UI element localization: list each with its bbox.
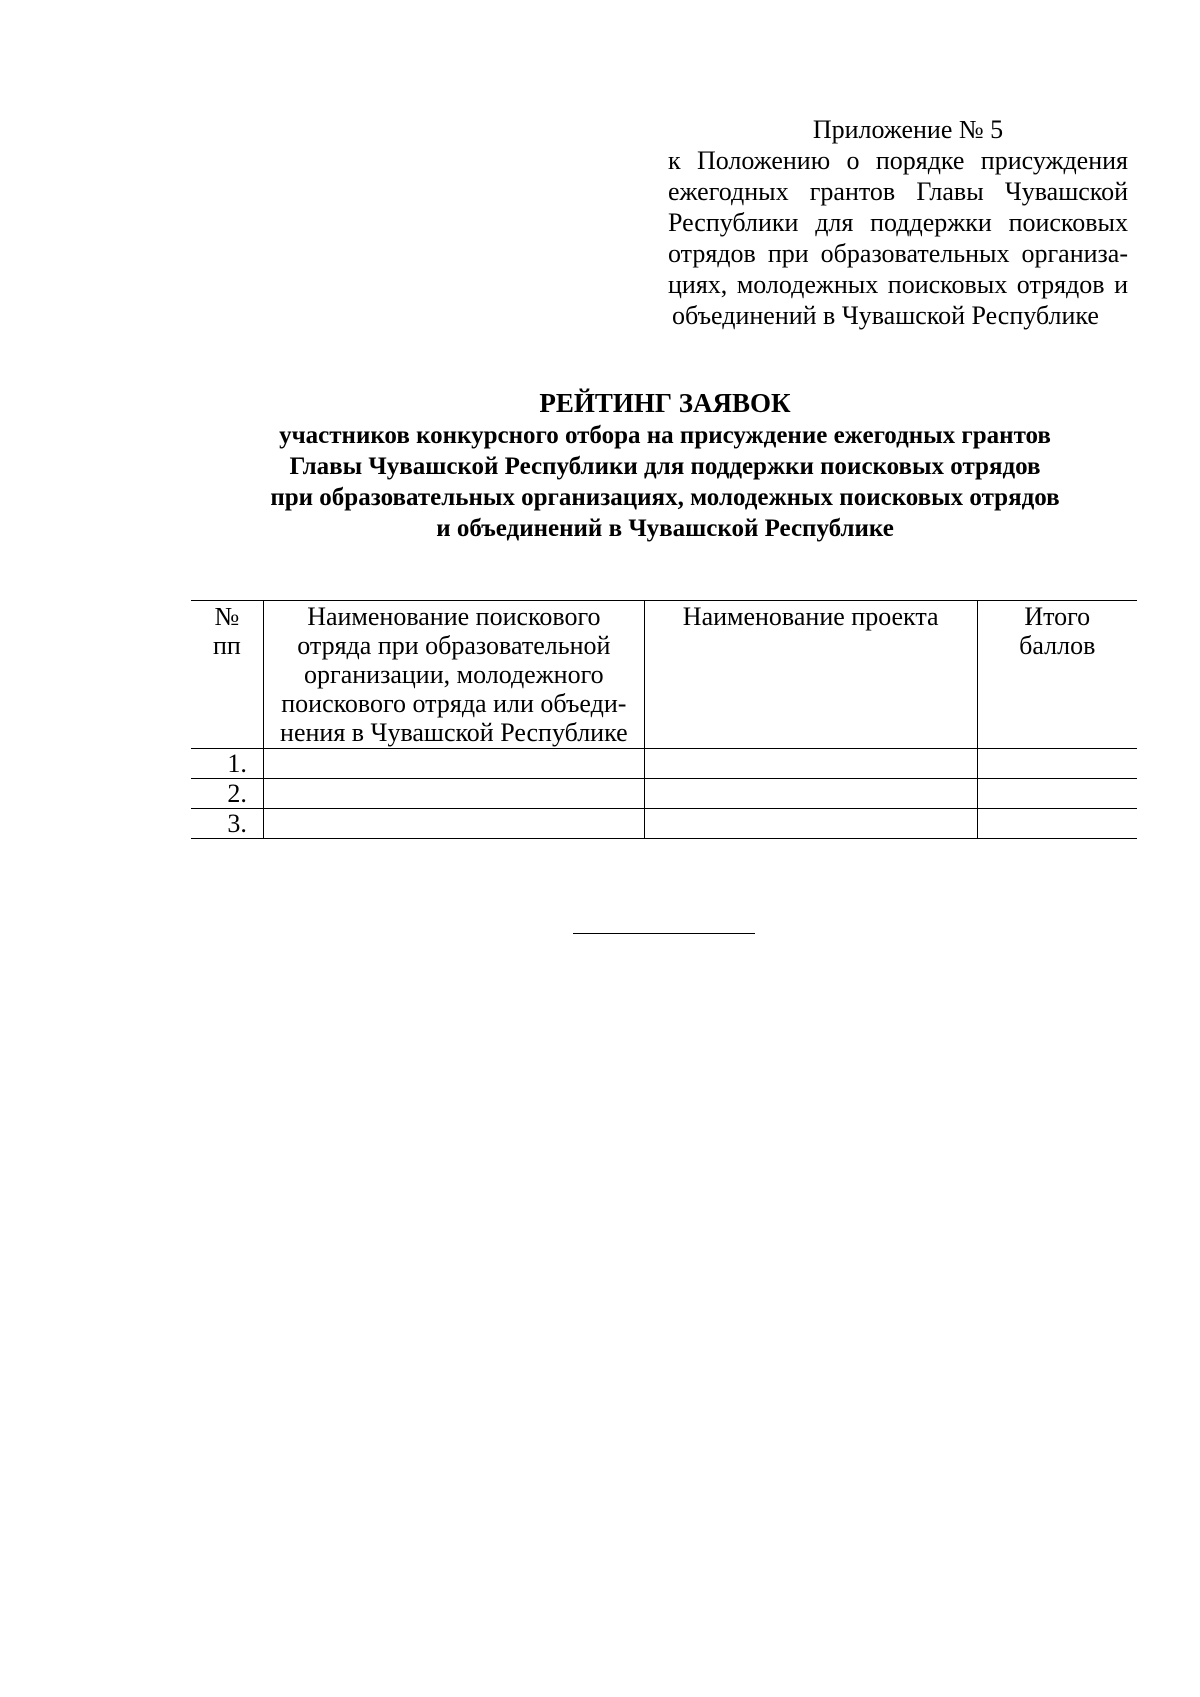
header-line: пп (213, 631, 241, 660)
row-number: 3. (191, 809, 263, 839)
heading-line: участников конкурсного отбора на присуждение ежегодных грантов (279, 422, 1051, 449)
appendix-line: ежегодных грантов Главы Чувашской (668, 177, 1128, 206)
table-header (191, 601, 1137, 749)
header-line: отряда при образовательной (297, 631, 611, 660)
row-number: 1. (191, 749, 263, 779)
header-number (191, 601, 263, 749)
row-project-cell (644, 779, 977, 809)
header-line: Наименование проекта (682, 602, 939, 631)
row-unit-cell (263, 749, 644, 779)
row-project-cell (644, 809, 977, 839)
document-title: РЕЙТИНГ ЗАЯВОК (539, 388, 791, 418)
appendix-line: объединений в Чувашской Республике (672, 301, 1099, 330)
appendix-line: циях, молодежных поисковых отрядов и (668, 270, 1128, 299)
header-line: Итого (1024, 602, 1091, 631)
row-total-cell (977, 779, 1137, 809)
heading-line: и объединений в Чувашской Республике (436, 515, 894, 542)
header-unit-name (263, 601, 644, 749)
header-line: Наименование поискового (307, 602, 601, 631)
table-row (191, 809, 1137, 839)
heading-line: Главы Чувашской Республики для поддержки поисковых отрядов (289, 453, 1041, 480)
appendix-block (668, 114, 1128, 331)
table-header-row (191, 601, 1137, 749)
header-line: нения в Чувашской Республике (280, 718, 628, 747)
heading-line: при образовательных организациях, молодежных поисковых отрядов (270, 484, 1060, 511)
row-unit-cell (263, 779, 644, 809)
row-total-cell (977, 809, 1137, 839)
row-project-cell (644, 749, 977, 779)
appendix-line: Республики для поддержки поисковых (668, 208, 1128, 237)
appendix-line: отрядов при образовательных организа- (668, 239, 1128, 268)
appendix-text (668, 145, 1128, 331)
appendix-title: Приложение № 5 (812, 115, 1004, 144)
table-body (191, 749, 1137, 839)
header-line: № (214, 602, 240, 631)
header-line: баллов (1019, 631, 1096, 660)
header-line: поискового отряда или объеди- (281, 689, 627, 718)
header-line: организации, молодежного (304, 660, 604, 689)
row-number: 2. (191, 779, 263, 809)
table-row (191, 779, 1137, 809)
table-row (191, 749, 1137, 779)
row-unit-cell (263, 809, 644, 839)
row-total-cell (977, 749, 1137, 779)
header-total-score (977, 601, 1137, 749)
rating-table (191, 600, 1137, 839)
document-heading (150, 386, 1180, 544)
header-project-name (644, 601, 977, 749)
closing-rule (573, 933, 755, 934)
appendix-line: к Положению о порядке присуждения (668, 146, 1128, 175)
